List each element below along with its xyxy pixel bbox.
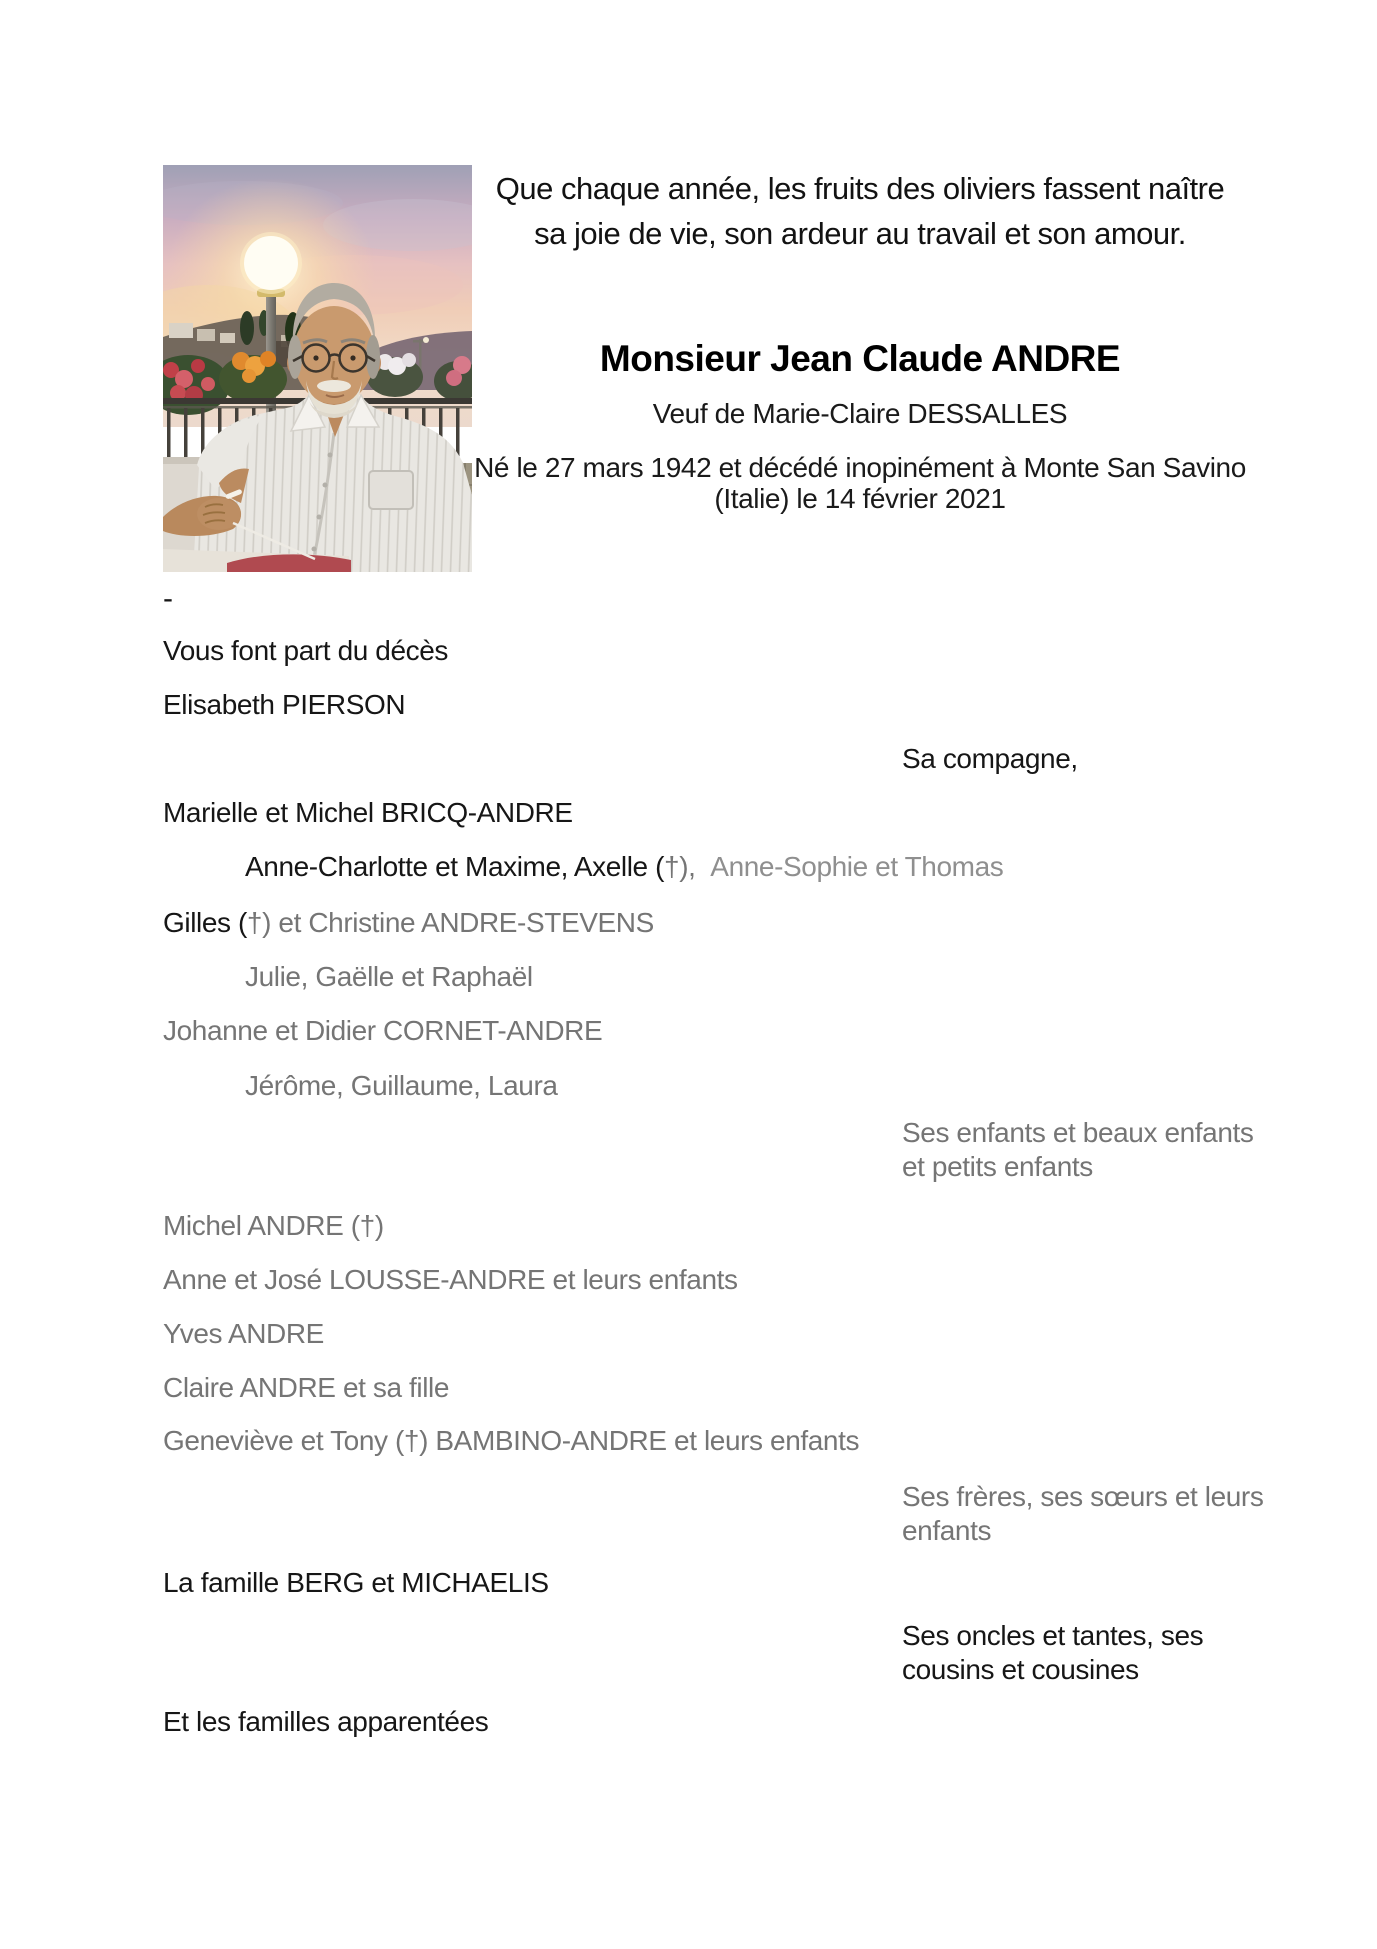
family-line-segment: Yves ANDRE — [163, 1318, 324, 1349]
family-line-segment: †), — [664, 851, 696, 882]
row-sa-compagne — [902, 741, 1078, 777]
family-line-segment: Et les familles apparentées — [163, 1706, 489, 1737]
family-line-segment: Anne-Sophie et Thomas — [695, 851, 1004, 882]
row-jerome-guillaume-laura — [245, 1068, 558, 1104]
row-vous-font-part — [163, 633, 448, 669]
row-elisabeth-pierson — [163, 687, 405, 723]
row-julie-gaelle-raphael — [245, 959, 533, 995]
row-gilles-christine — [163, 905, 654, 941]
row-ses-oncles-line1 — [902, 1618, 1203, 1654]
row-ses-enfants-line1 — [902, 1115, 1254, 1151]
family-line-segment: Jérôme, Guillaume, Laura — [245, 1070, 558, 1101]
portrait-photo — [163, 165, 472, 572]
family-line-segment: La famille BERG et MICHAELIS — [163, 1567, 549, 1598]
family-line-segment: Claire ANDRE et sa fille — [163, 1372, 450, 1403]
family-line-segment: Vous font part du décès — [163, 635, 449, 666]
memorial-quote — [430, 166, 1290, 256]
family-line-segment: et petits enfants — [902, 1151, 1093, 1182]
family-line-segment: †) et Christine ANDRE-STEVENS — [246, 907, 654, 938]
family-line-segment: Geneviève et Tony (†) BAMBINO-ANDRE et leurs enfants — [163, 1425, 860, 1456]
quote-line-1: Que chaque année, les fruits des oliviers fassent naître — [495, 171, 1225, 206]
row-ses-oncles-line2 — [902, 1652, 1139, 1688]
family-line-segment: Sa compagne, — [902, 743, 1078, 774]
row-marielle-michel — [163, 795, 573, 831]
row-johanne-didier — [163, 1013, 602, 1049]
row-ses-enfants-line2 — [902, 1149, 1093, 1185]
birth-death-line-2: (Italie) le 14 février 2021 — [714, 483, 1006, 514]
row-ses-freres-line2 — [902, 1513, 991, 1549]
family-line-segment: Ses enfants et beaux enfants — [902, 1117, 1254, 1148]
birth-death-line-1: Né le 27 mars 1942 et décédé inopinément à Monte San Savino — [474, 452, 1246, 483]
row-familles-apparentees — [163, 1704, 488, 1740]
birth-death-lines — [430, 452, 1290, 514]
row-anne-charlotte — [245, 849, 1003, 885]
row-michel-andre — [163, 1208, 384, 1244]
family-line-segment: Ses frères, ses sœurs et leurs — [902, 1481, 1264, 1512]
family-line-segment: cousins et cousines — [902, 1654, 1139, 1685]
family-line-segment: Marielle et Michel BRICQ-ANDRE — [163, 797, 573, 828]
family-line-segment: Anne-Charlotte et Maxime, Axelle ( — [245, 851, 665, 882]
family-line-segment: Johanne et Didier CORNET-ANDRE — [163, 1015, 603, 1046]
row-ses-freres-line1 — [902, 1479, 1263, 1515]
widower-line: Veuf de Marie-Claire DESSALLES — [652, 398, 1068, 429]
family-line-segment: Elisabeth PIERSON — [163, 689, 406, 720]
family-line-segment: enfants — [902, 1515, 992, 1546]
row-claire-andre — [163, 1370, 449, 1406]
deceased-name: Monsieur Jean Claude ANDRE — [599, 338, 1121, 379]
quote-line-2: sa joie de vie, son ardeur au travail et son amour. — [534, 216, 1186, 251]
row-famille-berg — [163, 1565, 549, 1601]
row-anne-jose — [163, 1262, 738, 1298]
family-line-segment: Anne et José LOUSSE-ANDRE et leurs enfants — [163, 1264, 738, 1295]
family-line-segment: Michel ANDRE (†) — [163, 1210, 384, 1241]
row-genevieve-tony — [163, 1423, 859, 1459]
row-yves-andre — [163, 1316, 324, 1352]
family-line-segment: Gilles ( — [163, 907, 247, 938]
family-line-segment: Julie, Gaëlle et Raphaël — [245, 961, 533, 992]
family-line-segment: Ses oncles et tantes, ses — [902, 1620, 1204, 1651]
separator-dash: - — [163, 582, 173, 615]
